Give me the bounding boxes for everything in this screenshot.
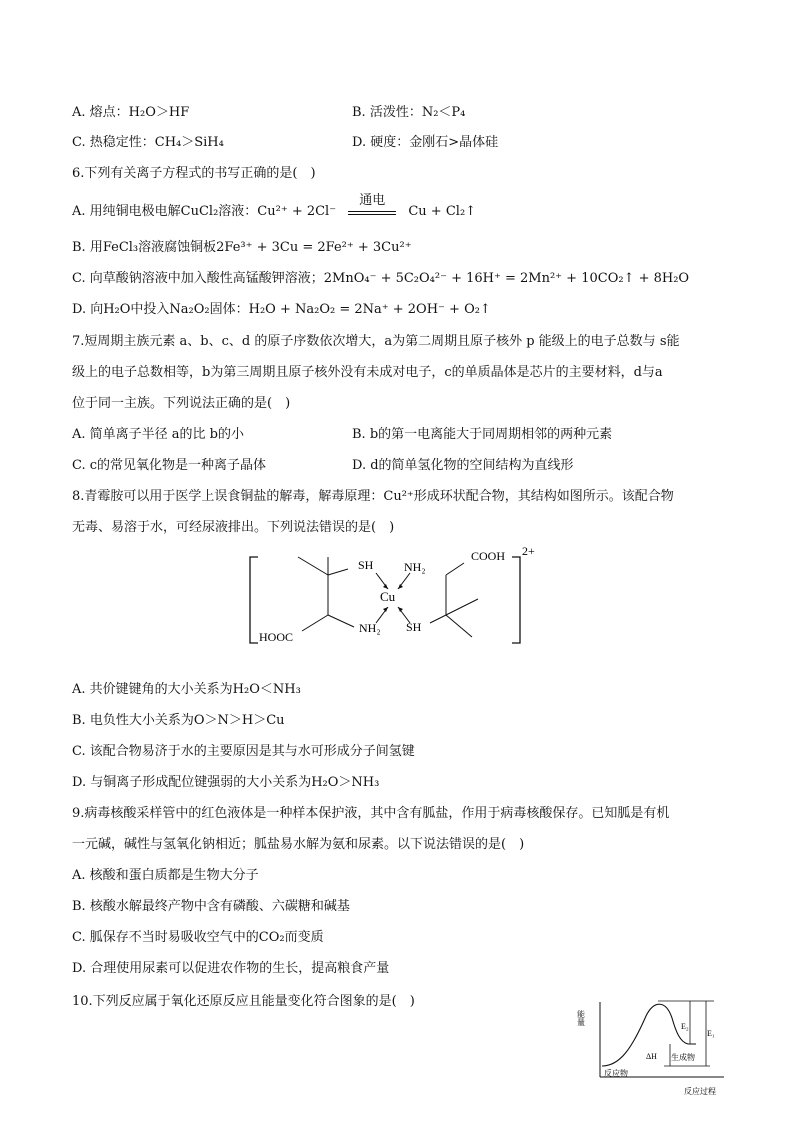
cu-center-label: Cu xyxy=(380,589,396,604)
q5-option-b: B. 活泼性：N₂＜P₄ xyxy=(352,105,466,120)
arrowhead xyxy=(383,607,388,612)
bond xyxy=(446,563,464,575)
q7-stem-line2: 级上的电子总数相等，b为第三周期且原子核外没有未成对电子，c的单质晶体是芯片的主要材料，d与a xyxy=(72,365,663,380)
q6-stem: 6.下列有关离子方程式的书写正确的是( ) xyxy=(72,166,316,181)
equals-sign xyxy=(348,211,396,215)
q5-option-c: C. 热稳定性：CH₄＞SiH₄ xyxy=(72,135,224,150)
q8-option-a: A. 共价键键角的大小关系为H₂O＜NH₃ xyxy=(72,682,301,697)
copper-complex-structure xyxy=(240,543,550,653)
q5-option-d: D. 硬度：金刚石>晶体硅 xyxy=(352,135,499,150)
bond xyxy=(430,615,446,623)
q7-stem-line1: 7.短周期主族元素 a、b、c、d 的原子序数依次增大，a为第二周期且原子核外 p 能级上的电子总数与 s能 xyxy=(72,334,680,349)
energy-axis-label: 能量 xyxy=(576,1010,586,1026)
q8-option-d: D. 与铜离子形成配位键强弱的大小关系为H₂O＞NH₃ xyxy=(72,775,380,790)
nh2-top-label: NH₂ xyxy=(404,560,426,574)
bond xyxy=(446,599,478,615)
q6-a-condition xyxy=(348,193,396,215)
q10-stem: 10.下列反应属于氧化还原反应且能量变化符合图象的是( ) xyxy=(72,994,415,1009)
reactant-label: 反应物 xyxy=(604,1069,628,1078)
hooc-label: HOOC xyxy=(259,630,294,644)
bond xyxy=(328,569,348,575)
e2-label: E₂ xyxy=(681,1022,689,1031)
q7-option-c: C. c的常见氧化物是一种离子晶体 xyxy=(72,458,267,473)
q8-option-c: C. 该配合物易济于水的主要原因是其与水可形成分子间氢键 xyxy=(72,744,415,759)
q6-option-c: C. 向草酸钠溶液中加入酸性高锰酸钾溶液；2MnO₄⁻ + 5C₂O₄²⁻ + 16H⁺ = 2Mn²⁺ + 10CO₂↑ + 8H₂O xyxy=(72,271,690,286)
q9-option-a: A. 核酸和蛋白质都是生物大分子 xyxy=(72,868,259,883)
q9-option-c: C. 胍保存不当时易吸收空气中的CO₂而变质 xyxy=(72,930,324,945)
reaction-progress-label: 反应过程 xyxy=(684,1087,716,1096)
arrowhead xyxy=(398,607,403,612)
q9-stem-line1: 9.病毒核酸采样管中的红色液体是一种样本保护液，其中含有胍盐，作用于病毒核酸保存。已知胍是有机 xyxy=(72,806,670,821)
arrowhead xyxy=(398,584,403,589)
q8-stem-line1: 8.青霉胺可以用于医学上误食铜盐的解毒，解毒原理：Cu²⁺形成环状配合物，其结构如图所示。该配合物 xyxy=(72,489,674,504)
bond xyxy=(446,615,472,637)
q7-option-a: A. 简单离子半径 a的比 b的小 xyxy=(72,427,244,442)
q7-option-d: D. d的简单氢化物的空间结构为直线形 xyxy=(352,458,574,473)
bond xyxy=(298,557,328,575)
bond xyxy=(328,615,354,627)
electrolysis-label: 通电 xyxy=(359,193,386,208)
cooh-top-label: COOH xyxy=(471,549,506,563)
q7-option-b: B. b的第一电离能大于同周期相邻的两种元素 xyxy=(352,427,613,442)
bond xyxy=(302,615,328,631)
q9-stem-line2: 一元碱，碱性与氢氧化钠相近；胍盐易水解为氨和尿素。以下说法错误的是( ) xyxy=(72,837,525,852)
q6-a-right: Cu + Cl₂↑ xyxy=(408,204,477,219)
q6-option-d: D. 向H₂O中投入Na₂O₂固体：H₂O + Na₂O₂ = 2Na⁺ + 2OH⁻ + O₂↑ xyxy=(72,302,491,317)
nh2-bottom-label: NH₂ xyxy=(359,621,381,635)
energy-diagram xyxy=(576,996,726,1098)
e1-label: E₁ xyxy=(707,1029,715,1038)
q6-option-b: B. 用FeCl₃溶液腐蚀铜板2Fe³⁺ + 3Cu = 2Fe²⁺ + 3Cu²⁺ xyxy=(72,240,412,255)
charge-label: 2+ xyxy=(522,544,535,558)
sh-top-label: SH xyxy=(358,558,374,572)
q8-option-b: B. 电负性大小关系为O＞N＞H＞Cu xyxy=(72,713,285,728)
q8-stem-line2: 无毒、易溶于水，可经尿液排出。下列说法错误的是( ) xyxy=(72,520,395,535)
q6-a-left: A. 用纯铜电极电解CuCl₂溶液：Cu²⁺ + 2Cl⁻ xyxy=(72,204,337,219)
q6-option-a xyxy=(72,193,477,221)
left-bracket xyxy=(250,557,258,643)
right-bracket xyxy=(512,557,520,643)
q9-option-b: B. 核酸水解最终产物中含有磷酸、六碳糖和碱基 xyxy=(72,899,350,914)
q5-option-a: A. 熔点：H₂O＞HF xyxy=(72,105,190,120)
q7-stem-line3: 位于同一主族。下列说法正确的是( ) xyxy=(72,396,291,411)
delta-h-label: ΔH xyxy=(646,1052,657,1061)
product-label: 生成物 xyxy=(671,1053,695,1062)
sh-bottom-label: SH xyxy=(406,620,422,634)
q9-option-d: D. 合理使用尿素可以促进农作物的生长，提高粮食产量 xyxy=(72,961,390,976)
